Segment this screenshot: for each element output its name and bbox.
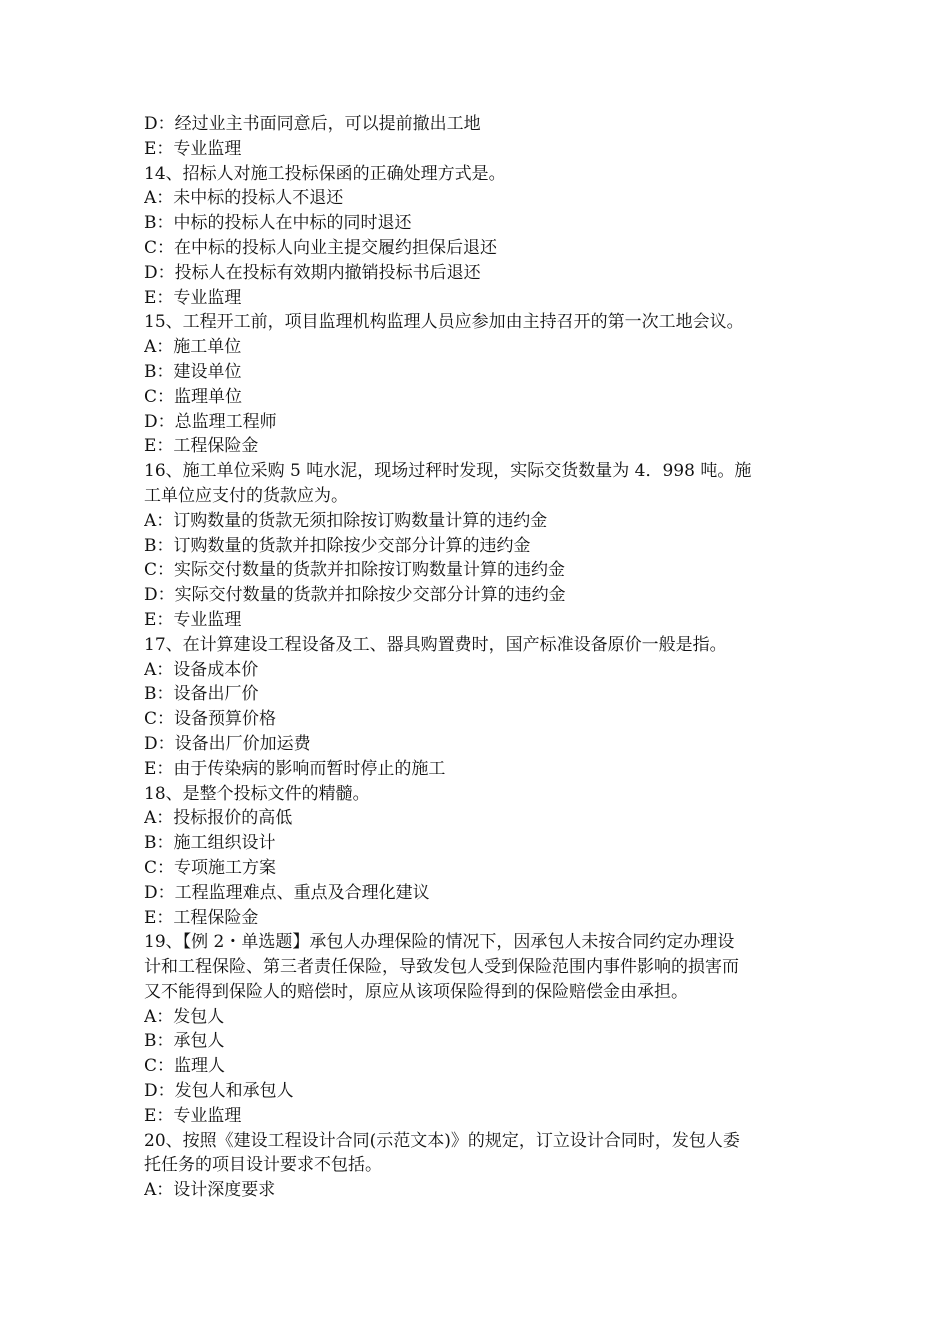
question-text-line: 托任务的项目设计要求不包括。 (144, 1155, 382, 1176)
answer-option-line: C：专项施工方案 (144, 857, 277, 878)
question-text-line: 工单位应支付的货款应为。 (144, 485, 348, 506)
question-text-line: 又不能得到保险人的赔偿时，原应从该项保险得到的保险赔偿金由承担。 (144, 981, 688, 1002)
answer-option-line: B：中标的投标人在中标的同时退还 (144, 213, 412, 234)
answer-option-line: C：监理单位 (144, 386, 243, 407)
answer-option-line: D：经过业主书面同意后，可以提前撤出工地 (144, 114, 481, 134)
question-text-line: 19、【例 2・单选题】承包人办理保险的情况下，因承包人未按合同约定办理设 (144, 932, 735, 953)
answer-option-line: D：投标人在投标有效期内撤销投标书后退还 (144, 262, 481, 283)
answer-option-line: B：承包人 (144, 1031, 225, 1052)
answer-option-line: D：发包人和承包人 (144, 1081, 294, 1102)
answer-option-line: A：设计深度要求 (144, 1180, 276, 1201)
answer-option-line: C：实际交付数量的货款并扣除按订购数量计算的违约金 (144, 560, 566, 581)
question-text-line: 18、是整个投标文件的精髓。 (144, 783, 370, 804)
answer-option-line: D：实际交付数量的货款并扣除按少交部分计算的违约金 (144, 585, 566, 606)
answer-option-line: E：专业监理 (144, 138, 242, 159)
answer-option-line: A：未中标的投标人不退还 (144, 188, 344, 209)
answer-option-line: A：投标报价的高低 (144, 808, 293, 829)
question-text-line: 14、招标人对施工投标保函的正确处理方式是。 (144, 163, 506, 184)
answer-option-line: A：订购数量的货款无须扣除按订购数量计算的违约金 (144, 510, 548, 531)
answer-option-line: D：总监理工程师 (144, 411, 277, 432)
question-text-line: 计和工程保险、第三者责任保险，导致发包人受到保险范围内事件影响的损害而 (144, 957, 739, 978)
answer-option-line: B：建设单位 (144, 361, 242, 382)
answer-option-line: E：工程保险金 (144, 436, 259, 457)
answer-option-line: D：工程监理难点、重点及合理化建议 (144, 882, 430, 903)
answer-option-line: E：由于传染病的影响而暂时停止的施工 (144, 758, 446, 779)
answer-option-line: C：监理人 (144, 1056, 226, 1077)
question-text-line: 17、在计算建设工程设备及工、器具购置费时，国产标准设备原价一般是指。 (144, 634, 727, 655)
answer-option-line: C：设备预算价格 (144, 709, 277, 730)
answer-option-line: B：施工组织设计 (144, 833, 276, 854)
answer-option-line: A：设备成本价 (144, 659, 259, 680)
answer-option-line: E：专业监理 (144, 609, 242, 630)
answer-option-line: A：施工单位 (144, 337, 242, 358)
answer-option-line: D：设备出厂价加运费 (144, 733, 311, 754)
question-text-line: 16、施工单位采购 5 吨水泥，现场过秤时发现，实际交货数量为 4．998 吨。施 (144, 461, 752, 482)
question-text-line: 20、按照《建设工程设计合同(示范文本)》的规定，订立设计合同时，发包人委 (144, 1130, 740, 1151)
question-text-line: 15、工程开工前，项目监理机构监理人员应参加由主持召开的第一次工地会议。 (144, 312, 744, 333)
answer-option-line: B：订购数量的货款并扣除按少交部分计算的违约金 (144, 535, 531, 556)
answer-option-line: A：发包人 (144, 1006, 225, 1027)
answer-option-line: B：设备出厂价 (144, 684, 259, 705)
answer-option-line: E：专业监理 (144, 1105, 242, 1126)
document-page (144, 112, 812, 1203)
answer-option-line: E：专业监理 (144, 287, 242, 308)
answer-option-line: E：工程保险金 (144, 907, 259, 928)
answer-option-line: C：在中标的投标人向业主提交履约担保后退还 (144, 237, 498, 258)
